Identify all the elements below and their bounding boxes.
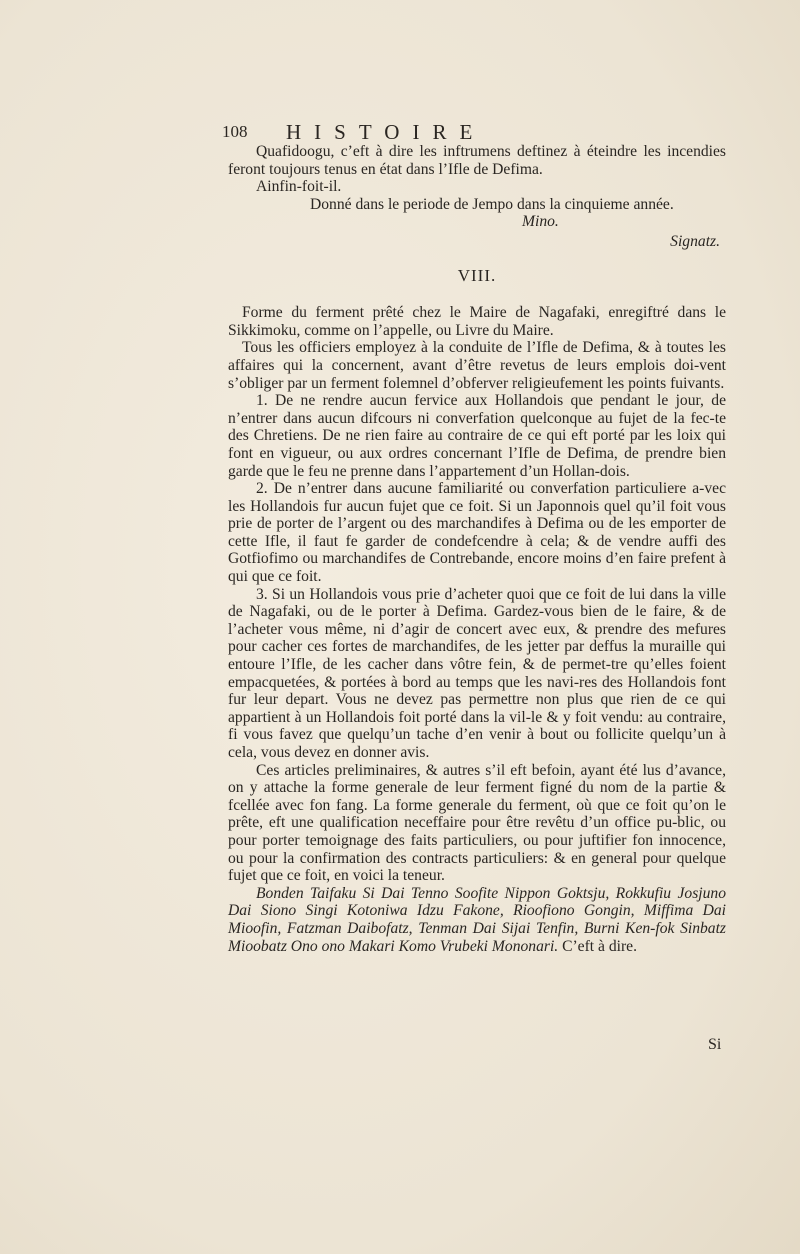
article-1: 1. De ne rendre aucun fervice aux Hollandois que pendant le jour, de n’entrer dans aucun difcours ni converfation quelconque au fujet de la fec-te des Chretiens. De ne rien faire au contraire de ce qui eft porté par les loix qui font en vigueur, ou aux ordres concernant l’Ifle de Defima, de prendre bien garde que le feu ne prenne dans l’appartement d’un Hollan-dois. — [228, 392, 726, 480]
paragraph-general-oath: Ces articles preliminaires, & autres s’il eft befoin, ayant été lus d’avance, on y attache la forme generale de leur ferment figné du nom de la partie & fcellée avec fon fang. La forme generale du ferment, où que ce foit qu’on le prête, eft une qualification neceffaire pour être revêtu d’un office pu-blic, ou pour porter temoignage des faits particuliers, ou pour juftifier fon innocence, ou pour la confirmation des contracts particuliers: & en general pour quelque fujet que ce foit, en voici la teneur. — [228, 761, 726, 885]
oath-tail: C’eft à dire. — [558, 937, 637, 955]
amen-line: Ainfin-foit-il. — [256, 178, 342, 196]
page-number: 108 — [222, 122, 248, 141]
signer-name: Mino. — [522, 213, 559, 231]
signature-mark: Signatz. — [670, 232, 720, 250]
running-title: HISTOIRE — [286, 120, 486, 144]
paragraph-oath-form: Forme du ferment prêté chez le Maire de Nagafaki, enregiftré dans le Sikkimoku, comme on l’appelle, ou Livre du Maire. — [228, 304, 726, 339]
section-heading: VIII. — [457, 265, 497, 285]
paragraph-oath-text — [228, 885, 726, 955]
article-2: 2. De n’entrer dans aucune familiarité ou converfation particuliere a-vec les Hollandois fur aucun fujet que ce foit. Si un Japonnois quel qu’il foit vous prie de porter de l’argent ou des marchandifes à Defima ou de les emporter de cette Ifle, il faut fe garder de condefcendre à cela; & de vendre auffi des Gotfiofimo ou marchandifes de Contrebande, encore moins d’en faire prefent à qui que ce foit. — [228, 480, 726, 586]
catchword: Si — [708, 1036, 722, 1053]
date-line: Donné dans le periode de Jempo dans la cinquieme année. — [310, 195, 674, 213]
article-3: 3. Si un Hollandois vous prie d’acheter quoi que ce foit de lui dans la ville de Nagafaki, ou de le porter à Defima. Gardez-vous bien de le faire, & de l’acheter vous même, ni d’agir de concert avec eux, & prendre des mefures pour cacher ces fortes de marchandifes, de les jetter par deffus la muraille qui entoure l’Ifle, de les cacher dans vôtre fein, & de permet-tre qu’elles foient empacquetées, & portées à bord au temps que les navi-res des Hollandois font fur leur depart. Vous ne devez pas permettre non plus que rien de ce qui appartient à un Hollandois foit porté dans la vil-le & y foit vendu: au contraire, fi vous favez que quelqu’un tache d’en venir à bout ou follicite quelqu’un à cela, vous devez en donner avis. — [228, 585, 726, 761]
oath-japanese-text: Bonden Taifaku Si Dai Tenno Soofite Nippon Goktsju, Rokkufiu Josjuno Dai Siono Singi Kotoniwa Idzu Fakone, Rioofiono Gongin, Miffima Dai Mioofin, Fatzman Daibofatz, Tenman Dai Sijai Tenfin, Burni Ken-fok Sinbatz Mioobatz Ono ono Makari Komo Vrubeki Mononari. — [228, 884, 726, 955]
paragraph-officers: Tous les officiers employez à la conduite de l’Ifle de Defima, & à toutes les affaires qui la concernent, avant d’être revetus de leurs emplois doi-vent s’obliger par un ferment folemnel d’obferver religieufement les points fuivants. — [228, 339, 726, 392]
paragraph-fire-instruments: Quafidoogu, c’eft à dire les inftrumens deftinez à éteindre les incendies feront toujours tenus en état dans l’Ifle de Defima. — [228, 143, 726, 178]
page-body — [228, 143, 726, 955]
